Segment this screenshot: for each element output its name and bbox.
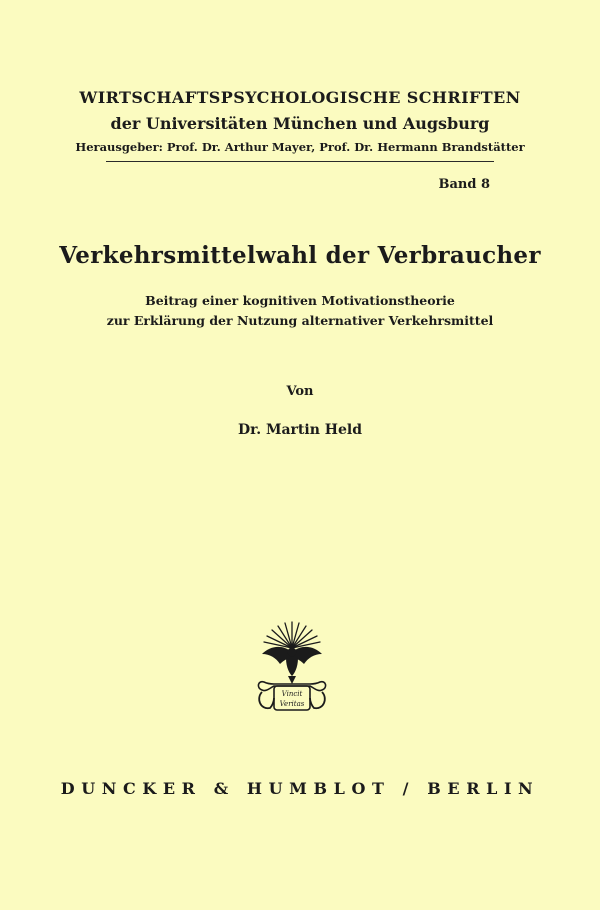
book-subtitle-line-1: Beitrag einer kognitiven Motivationstheorie (145, 293, 455, 308)
book-title: Verkehrsmittelwahl der Verbraucher (59, 242, 541, 269)
by-label: Von (286, 384, 314, 399)
publisher-eagle-emblem-icon (252, 618, 332, 718)
book-subtitle-line-2: zur Erklärung der Nutzung alternativer Verkehrsmittel (106, 313, 494, 328)
series-title: WIRTSCHAFTSPSYCHOLOGISCHE SCHRIFTEN (79, 88, 521, 107)
publisher-imprint: DUNCKER & HUMBLOT / BERLIN (60, 779, 540, 798)
series-subtitle: der Universitäten München und Augsburg (110, 114, 490, 133)
series-editors: Herausgeber: Prof. Dr. Arthur Mayer, Prof. Dr. Hermann Brandstätter (75, 140, 525, 154)
logo-motto-line-1: Vincit (281, 690, 303, 698)
volume-number: Band 8 (438, 177, 490, 192)
logo-motto-line-2: Veritas (279, 700, 305, 708)
divider-rule (106, 161, 494, 162)
author-name: Dr. Martin Held (237, 422, 362, 438)
